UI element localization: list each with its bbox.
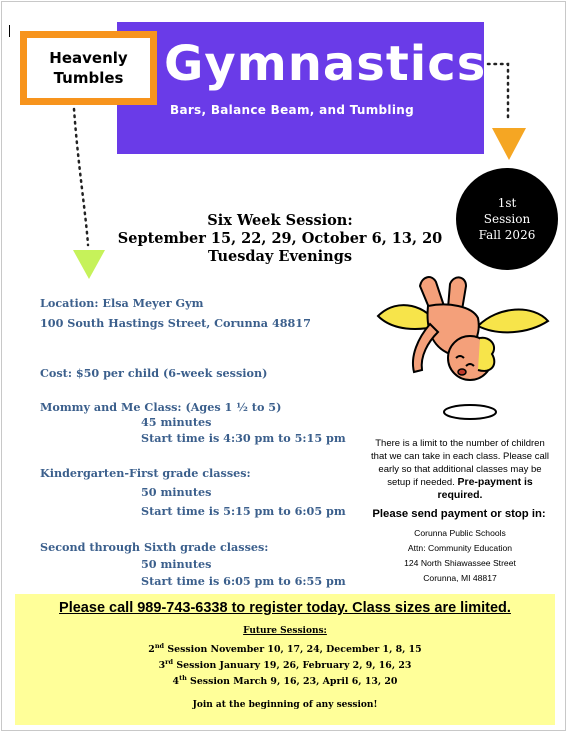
session-2-dates: Session November 10, 17, 24, December 1, 8, 15 (164, 644, 422, 656)
kinder-class-title: Kindergarten-First grade classes: (40, 466, 251, 480)
address-line: 100 South Hastings Street, Corunna 48817 (40, 316, 311, 330)
heavenly-tumbles-logo (20, 31, 157, 105)
note-line-4-text: setup if needed. (387, 477, 458, 488)
second-class-duration: 50 minutes (141, 557, 212, 571)
session-heading (100, 212, 460, 266)
register-call-line: Please call 989-743-6338 to register today. Class sizes are limited. (59, 600, 511, 616)
payment-line-1: Corunna Public Schools (414, 528, 506, 538)
angel-clipart (358, 266, 558, 431)
payment-heading: Please send payment or stop in: (372, 508, 546, 520)
note-line-2: that we can take in each class. Please call (371, 451, 549, 462)
badge-line-3: Fall 2026 (478, 228, 536, 242)
angel-mouth (458, 369, 466, 375)
future-session-4 (15, 674, 555, 687)
future-session-2 (15, 642, 555, 655)
session-4-suffix: th (179, 674, 187, 682)
kinder-class-duration: 50 minutes (141, 485, 212, 499)
location-line: Location: Elsa Meyer Gym (40, 296, 204, 310)
mommy-class-duration: 45 minutes (141, 415, 212, 429)
mommy-class-time: Start time is 4:30 pm to 5:15 pm (141, 431, 346, 445)
angel-arm-left (413, 324, 438, 372)
session-badge (456, 168, 558, 270)
join-note: Join at the beginning of any session! (192, 700, 378, 710)
banner-title: Gymnastics (164, 36, 487, 92)
angel-hair (478, 338, 494, 371)
badge-line-2: Session (483, 212, 531, 226)
note-line-3: early so that additional classes may be (378, 464, 542, 475)
cost-line: Cost: $50 per child (6-week session) (40, 366, 268, 380)
logo-line-2: Tumbles (53, 69, 124, 87)
orange-arrowhead-icon (492, 128, 526, 160)
banner-subtitle: Bars, Balance Beam, and Tumbling (170, 103, 414, 117)
second-class-time: Start time is 6:05 pm to 6:55 pm (141, 574, 346, 588)
session-title: Six Week Session: (207, 212, 353, 229)
session-3-suffix: rd (165, 658, 174, 666)
logo-line-1: Heavenly (49, 49, 128, 67)
payment-address (378, 526, 542, 586)
second-class-title: Second through Sixth grade classes: (40, 540, 269, 554)
payment-line-2: Attn: Community Education (407, 543, 513, 553)
note-line-4 (362, 476, 558, 489)
text-cursor (9, 25, 10, 37)
orange-arrow-dots (488, 64, 508, 122)
session-3-number: 3 (158, 660, 166, 672)
session-4-dates: Session March 9, 16, 23, April 6, 13, 20 (186, 676, 398, 688)
orange-dotted-arrow (484, 52, 544, 168)
session-2-number: 2 (148, 644, 155, 656)
angel-wing-right (478, 310, 548, 333)
note-prepayment-text: Pre-payment is (457, 476, 533, 488)
payment-line-4: Corunna, MI 48817 (423, 573, 497, 583)
note-line-1: There is a limit to the number of children (375, 438, 545, 449)
note-required-text: required. (437, 489, 483, 501)
future-session-3 (15, 658, 555, 671)
session-2-suffix: nd (154, 642, 165, 650)
class-limit-note (362, 437, 558, 502)
badge-line-1: 1st (497, 196, 517, 210)
session-dates: September 15, 22, 29, October 6, 13, 20 (117, 230, 443, 247)
green-arrow-dots (74, 109, 88, 245)
session-evenings: Tuesday Evenings (208, 248, 352, 265)
payment-line-3: 124 North Shiawassee Street (404, 558, 516, 568)
angel-halo (444, 405, 496, 419)
session-4-number: 4 (172, 676, 180, 688)
future-sessions-heading: Future Sessions: (243, 626, 327, 636)
mommy-class-title: Mommy and Me Class: (Ages 1 ½ to 5) (40, 400, 282, 414)
session-3-dates: Session January 19, 26, February 2, 9, 16, 23 (173, 660, 412, 672)
kinder-class-time: Start time is 5:15 pm to 6:05 pm (141, 504, 346, 518)
